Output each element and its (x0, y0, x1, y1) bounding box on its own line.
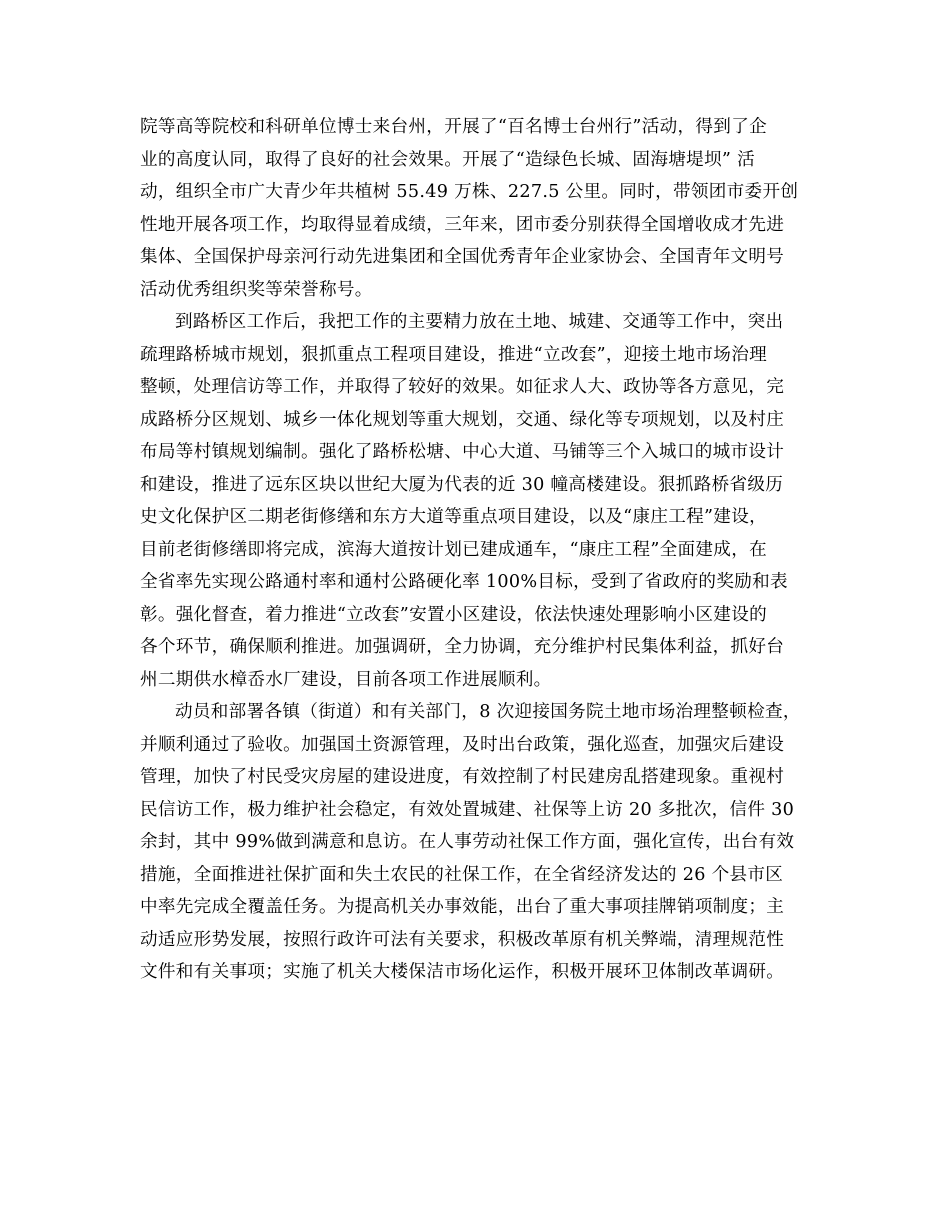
text-line: 管理，加快了村民受灾房屋的建设进度，有效控制了村民建房乱搭建现象。重视村 (140, 767, 785, 787)
text-line: 活动优秀组织奖等荣誉称号。 (140, 279, 373, 300)
paragraph-1 (140, 111, 822, 306)
text-line: 疏理路桥城市规划，狠抓重点工程项目建设，推进“立改套”，迎接土地市场治理 (140, 344, 767, 365)
text-line: 整顿，处理信访等工作，并取得了较好的效果。如征求人大、政协等各方意见，完 (140, 377, 785, 397)
text-line: 措施，全面推进社保扩面和失土农民的社保工作，在全省经济发达的 26 个县市区 (140, 864, 784, 885)
paragraph-2 (140, 306, 822, 696)
paragraph-3 (140, 696, 822, 989)
text-line: 成路桥分区规划、城乡一体化规划等重大规划，交通、绿化等专项规划，以及村庄 (140, 409, 785, 430)
text-line: 目前老街修缮即将完成，滨海大道按计划已建成通车，“康庄工程”全面建成，在 (140, 539, 767, 560)
text-line: 民信访工作，极力维护社会稳定，有效处置城建、社保等上访 20 多批次，信件 30 (140, 799, 795, 820)
text-line: 州二期供水樟岙水厂建设，目前各项工作进展顺利。 (140, 669, 552, 690)
text-line: 到路桥区工作后，我把工作的主要精力放在土地、城建、交通等工作中，突出 (175, 312, 784, 332)
text-line: 业的高度认同，取得了良好的社会效果。开展了“造绿色长城、固海塘堤坝” 活 (140, 149, 755, 170)
text-line: 彰。强化督查，着力推进“立改套”安置小区建设，依法快速处理影响小区建设的 (140, 604, 767, 625)
document-page (140, 111, 822, 989)
text-line: 中率先完成全覆盖任务。为提高机关办事效能，出台了重大事项挂牌销项制度；主 (140, 897, 785, 917)
text-line: 并顺利通过了验收。加强国土资源管理，及时出台政策，强化巡查，加强灾后建设 (140, 734, 785, 755)
text-line: 和建设，推进了远东区块以世纪大厦为代表的近 30 幢高楼建设。狠抓路桥省级历 (140, 474, 784, 495)
text-line: 动员和部署各镇（街道）和有关部门，8 次迎接国务院土地市场治理整顿检查， (175, 702, 801, 722)
text-line: 院等高等院校和科研单位博士来台州，开展了“百名博士台州行”活动，得到了企 (140, 117, 767, 137)
text-line: 布局等村镇规划编制。强化了路桥松塘、中心大道、马铺等三个入城口的城市设计 (140, 442, 785, 462)
text-line: 动，组织全市广大青少年共植树 55.49 万株、227.5 公里。同时，带领团市委开创 (140, 182, 799, 202)
text-line: 动适应形势发展，按照行政许可法有关要求，积极改革原有机关弊端，清理规范性 (140, 929, 785, 950)
text-line: 余封，其中 99%做到满意和息访。在人事劳动社保工作方面，强化宣传，出台有效 (140, 832, 795, 852)
text-line: 性地开展各项工作，均取得显着成绩，三年来，团市委分别获得全国增收成才先进 (140, 214, 785, 235)
text-line: 全省率先实现公路通村率和通村公路硬化率 100%目标，受到了省政府的奖励和表 (140, 572, 788, 592)
text-line: 文件和有关事项；实施了机关大楼保洁市场化运作，积极开展环卫体制改革调研。 (140, 962, 785, 982)
text-line: 集体、全国保护母亲河行动先进集团和全国优秀青年企业家协会、全国青年文明号 (140, 247, 785, 267)
text-line: 各个环节，确保顺利推进。加强调研，全力协调，充分维护村民集体利益，抓好台 (140, 637, 785, 657)
text-line: 史文化保护区二期老街修缮和东方大道等重点项目建设，以及“康庄工程”建设， (140, 507, 767, 527)
